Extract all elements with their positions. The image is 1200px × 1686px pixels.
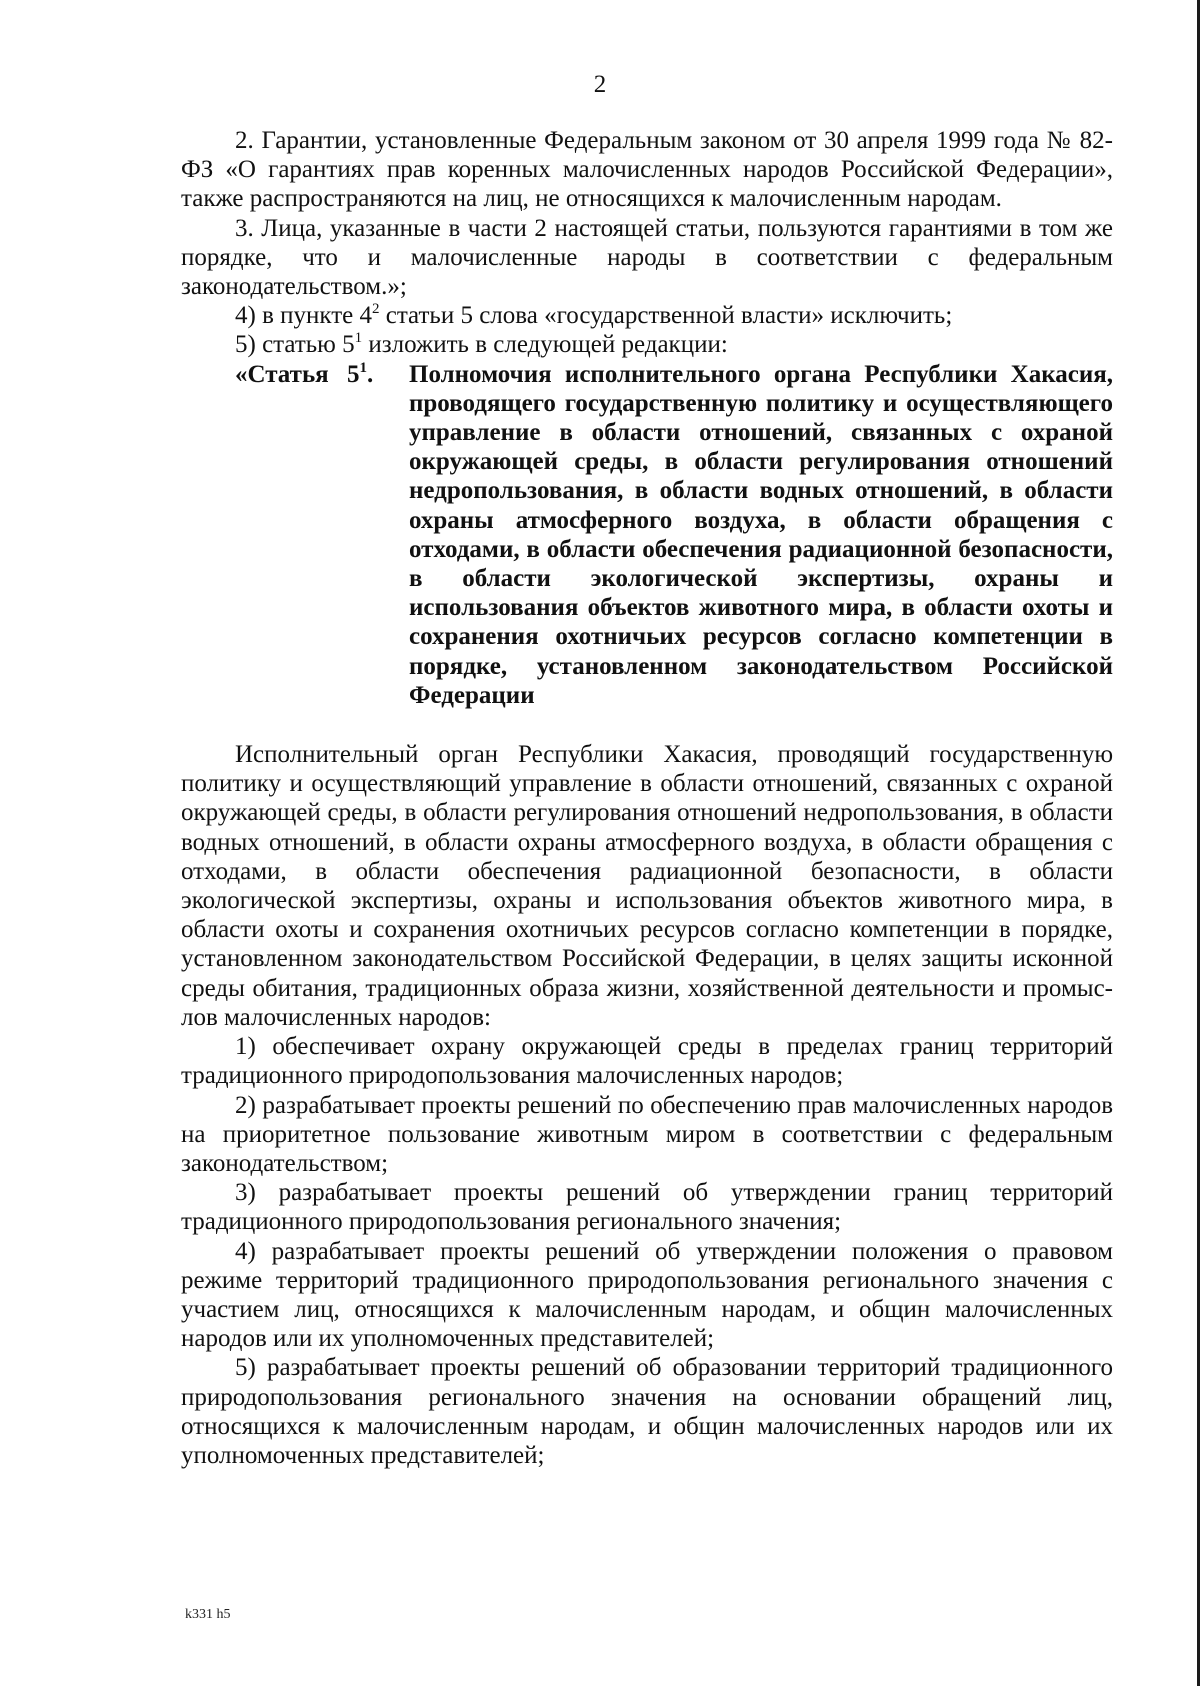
page-number: 2 [593, 71, 607, 98]
article-number-dot: . [367, 360, 374, 388]
duty-item-3: 3) разрабатывает проекты решений об утверждении границ территорий традиционного природопользования регионального значения; [181, 1179, 1113, 1236]
list-item-4-sup: 2 [371, 301, 380, 318]
paragraph-executive-body: Исполнительный орган Республики Хакасия, проводящий государственную политику и осуществляющий управление в области отношений, связанных с охраной окружающей среды, в области регулирования отношений недропользования, в области водных отношений, в области охраны атмосферного воздуха, в области обращения с отходами, в области обеспечения радиационной безопасности, в области экологической экспертизы, охраны и использования объектов животного мира, в области охоты и сохранения охотничьих ресурсов согласно компетенции в порядке, установленном законодательством Российской Федерации, в целях защиты исконной среды обитания, традиционных образа жизни, хозяйственной деятельности и промыслов малочисленных народов: [181, 741, 1113, 1031]
list-item-4 [181, 301, 1113, 330]
list-item-5-before: 5) статью 5 [235, 331, 355, 359]
article-label [181, 360, 409, 710]
duty-item-1: 1) обеспечивает охрану окружающей среды в пределах границ территорий традиционного природопользования малочисленных народов; [181, 1033, 1113, 1090]
list-item-5 [181, 330, 1113, 359]
article-number: 5 [347, 360, 360, 388]
article-word: «Статья [235, 360, 329, 388]
article-title: Полномочия исполнительного органа Республики Хакасия, проводящего государственную политику и осуществляющего управление в области отношений, связанных с охраной окружающей среды, в области регулирования отношений недропользования, в области водных отношений, в области охраны атмосферного воздуха, в области обращения с отходами, в области обеспечения радиационной безопасности, в области экологической экспертизы, охраны и использования объектов животного мира, в области охоты и сохранения охотничьих ресурсов согласно компетенции в порядке, установленном законодательством Российской Федерации [409, 360, 1113, 709]
paragraph-guarantees: 2. Гарантии, установленные Федеральным законом от 30 апреля 1999 года № 82-ФЗ «О гарантиях прав коренных малочисленных народов Российской Федерации», также распространяются на лиц, не относящихся к малочисленным народам. [181, 127, 1113, 213]
paragraph-persons: 3. Лица, указанные в части 2 настоящей статьи, пользуются гарантиями в том же порядке, что и малочисленные народы в соответствии с федеральным законодательством.»; [181, 214, 1113, 301]
article-heading [181, 360, 1113, 710]
list-item-4-after: статьи 5 слова «государственной власти» исключить; [379, 302, 953, 330]
list-item-5-after: изложить в следующей редакции: [362, 331, 728, 359]
duty-item-5: 5) разрабатывает проекты решений об образовании территорий традиционного природопользования регионального значения на основании обращений лиц, относящихся к малочисленным народам, и общин малочисленных народов или их уполномоченных представителей; [181, 1354, 1113, 1469]
duty-item-2: 2) разрабатывает проекты решений по обеспечению прав малочисленных народов на приоритетное пользование животным миром в соответствии с федеральным законодательством; [181, 1091, 1113, 1177]
document-body [181, 126, 1113, 1470]
list-item-4-before: 4) в пункте 4 [235, 302, 372, 330]
article-number-sup: 1 [359, 359, 367, 376]
list-item-5-sup: 1 [354, 330, 363, 347]
footer-code: k331 h5 [185, 1607, 231, 1622]
duty-item-4: 4) разрабатывает проекты решений об утверждении положения о правовом режиме территорий традиционного природопользования регионального значения с участием лиц, относящихся к малочисленным народам, и общин малочисленных народов или их уполномоченных представителей; [181, 1237, 1113, 1353]
section-gap [181, 710, 1113, 740]
